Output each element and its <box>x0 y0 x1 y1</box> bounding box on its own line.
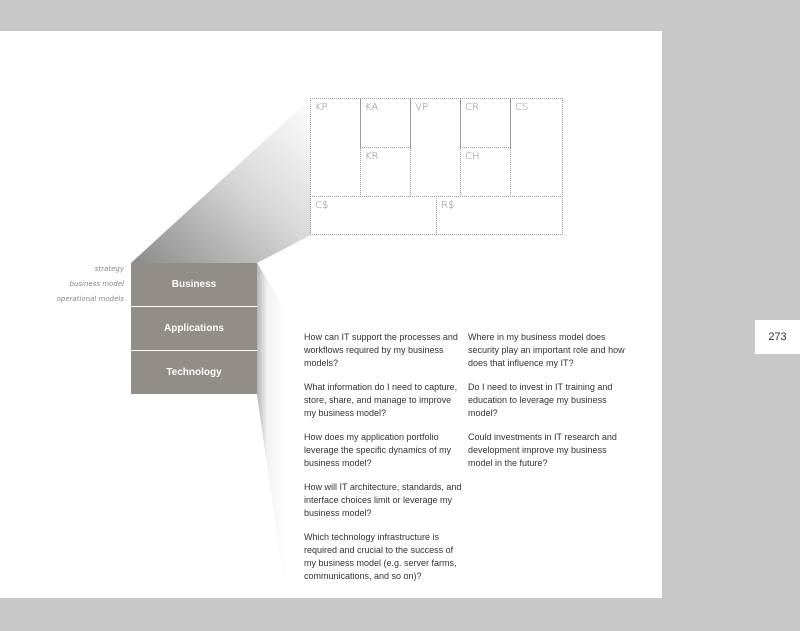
page-number: 273 <box>755 320 800 354</box>
question-item: Which technology infrastructure is required and crucial to the success of my business model (e.g. server farms, communications, and so on)? <box>304 532 457 581</box>
question-item: What information do I need to capture, store, share, and manage to improve my business model? <box>304 382 458 418</box>
questions-right-column <box>468 331 628 481</box>
canvas-key-resources: KR <box>360 147 411 197</box>
layer-label-operational-models: operational models <box>56 295 124 303</box>
business-model-canvas <box>310 98 563 235</box>
question-item: How can IT support the processes and workflows required by my business models? <box>304 332 458 368</box>
layer-business: Business <box>131 263 257 306</box>
questions-left-column <box>304 331 464 594</box>
question-item: Could investments in IT research and development improve my business model in the future? <box>468 432 617 468</box>
layer-labels <box>20 262 124 307</box>
canvas-value-propositions: VP <box>410 98 461 197</box>
question-item: How does my application portfolio leverage the specific dynamics of my business model? <box>304 432 452 468</box>
question-item: Where in my business model does security play an important role and how does that influence my IT? <box>468 332 625 368</box>
canvas-key-partners: KP <box>310 98 361 197</box>
canvas-channels: CH <box>460 147 511 197</box>
layer-label-strategy: strategy <box>94 265 124 273</box>
layer-applications: Applications <box>131 307 257 350</box>
canvas-revenue-streams: R$ <box>436 196 563 235</box>
canvas-key-activities: KA <box>360 98 411 148</box>
layer-stack <box>131 263 257 395</box>
question-item: Do I need to invest in IT training and education to leverage my business model? <box>468 382 613 418</box>
layer-technology: Technology <box>131 351 257 394</box>
canvas-customer-segments: CS <box>510 98 563 197</box>
layer-label-business-model: business model <box>69 280 124 288</box>
question-item: How will IT architecture, standards, and interface choices limit or leverage my business model? <box>304 482 462 518</box>
canvas-customer-relationships: CR <box>460 98 511 148</box>
canvas-cost-structure: C$ <box>310 196 437 235</box>
